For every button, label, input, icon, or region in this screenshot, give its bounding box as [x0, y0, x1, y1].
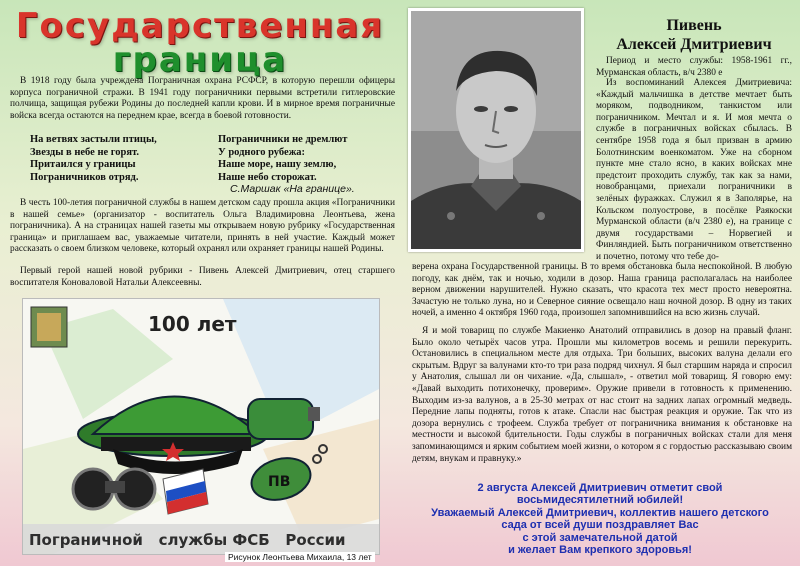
poem-left-column	[30, 134, 200, 184]
event-paragraph: В честь 100-летия пограничной службы в нашем детском саду прошла акция «Пограничники в нашей семье» (организатор - воспитатель Ольга Владимировна Леонтьева, жена пограничника). А на страницах нашей газеты мы открываем новую рубрику «Государственная граница» и приглашаем вас, уважаемые читатели, принять в ней участие. Каждый может рассказать о своем близком человеке, который охранял или охраняет границы нашей Родины.	[10, 198, 395, 255]
greeting-line: 2 августа Алексей Дмитриевич отметит свой	[477, 482, 723, 494]
flask	[248, 399, 313, 439]
hero-surname: Пивень	[666, 17, 722, 34]
title-line-2: граница	[112, 40, 288, 80]
hero-intro-paragraph: Первый герой нашей новой рубрики - Пивень Алексей Дмитриевич, отец старшего воспитателя Коноваловой Натальи Алексеевны.	[10, 266, 395, 288]
intro-paragraph: В 1918 году была учреждена Пограничная охрана РСФСР, в которую перешли офицеры корпуса пограничной стражи. В 1941 году пограничники первыми встретили гитлеровские полчища, защищая рубежи Родины до последней капли крови. И в мирное время пограничные войска всегда остаются на переднем крае, всегда в боевой готовности.	[10, 76, 395, 121]
poem-line: Звезды в небе не горят.	[30, 146, 140, 158]
poem-line: Наше небо сторожат.	[218, 171, 317, 183]
memoir-continuation: верена охрана Государственной границы. В то время обстановка была неспокойной. В любую погоду, как днём, так и ночью, ходили в дозор. Наша граница располагалась на наиболее верном движении нарушителей. Нужно сказать, что красота тех мест просто невероятна. Зачастую не только луна, но и Северное сияние освещало наш ночной дозор. В одну из таких ночей, а именно 4 октября 1960 года, произошел запомнившийся на всю жизнь случай.	[412, 262, 792, 319]
hero-given-names: Алексей Дмитриевич	[616, 36, 772, 53]
poem-line: Пограничники не дремлют	[218, 134, 348, 145]
child-drawing	[22, 298, 380, 555]
drawing-illustration	[23, 299, 379, 554]
drawing-badge-text: 100 лет	[148, 312, 237, 336]
memoir-bear-story: Я и мой товарищ по службе Макиенко Анатолий отправились в дозор на правый фланг. Было около четырёх часов утра. Прошли мы километров восемь и решили перекурить. Остановились в специальном месте для отдыха. Три больших, высоких валуна делали его скрытым. Вдруг за валунами кто-то три раза подряд чихнул. Я был старшим наряда и спросил у Анатолия, слышал ли он чихание. «Да, слышал», - ответил мой товарищ. Я говорю ему: «Давай выходить потихонечку, проверим». Оружие привели в готовность к применению. Выходим из-за валунов, а в 25-30 метрах от нас стоит на задних лапах огромный медведь. Передние лапы подняты, готов к атаке. Спасли нас быстрая реакция и оружие. Так что из дозора вернулись с трофеем. Служба требует от пограничника внимания к обстановке на местности и высокой бдительности. Годы службы в пограничных войсках стали для меня запоминающимся и ярким событием моей жизни, о котором я с гордостью рассказываю своим детям, внукам и правнуку.»	[412, 326, 792, 464]
title-line-1: Государственная	[15, 6, 385, 46]
poem-line: Притаился у границы	[30, 159, 136, 171]
greeting-line: восьмидесятилетний юбилей!	[516, 494, 684, 507]
greeting-line: с этой замечательной датой	[522, 531, 678, 544]
pv-tag-text: ПВ	[268, 474, 291, 490]
greeting-line: и желает Вам крепкого здоровья!	[508, 544, 692, 557]
service-info: Период и место службы: 1958-1961 гг., Мурманская область, в/ч 2380 е	[596, 56, 792, 78]
soldier-portrait-photo	[408, 8, 584, 252]
hero-name	[596, 16, 792, 54]
portrait-image	[411, 11, 581, 249]
poem-line: У родного рубежа:	[218, 146, 306, 158]
birthday-greeting	[400, 482, 800, 556]
greeting-line: сада от всей души поздравляет Вас	[501, 519, 699, 532]
greeting-line: Уважаемый Алексей Дмитриевич, коллектив нашего детского	[431, 506, 769, 519]
poem-line: Наше море, нашу землю,	[218, 159, 337, 171]
poem-author: С.Маршак «На границе».	[230, 183, 355, 195]
drawing-bottom-text: Пограничной службы ФСБ России	[29, 531, 346, 549]
memoir-beginning: Из воспоминаний Алексея Дмитриевича: «Каждый мальчишка в детстве мечтает быть моряком, подводником, танкистом или пограничником. Мечтал и я. И моя мечта о службе в пограничных войсках сбылась. В сентябре 1958 года я был призван в армию Болотнинским военкоматом. Уже на сборном пункте мне стало ясно, в каких войсках мне предстоит проходить службу, так как за нами, новобранцами, приехали пограничники в зелёных фуражках. Служил я в Заполярье, на Кольском полуострове, в посёлке Раякоски Мурманской области (в/ч 2380 е), на границе с двумя государствами – Норвегией и Финляндией. Быть пограничником ответственно и почетно, потому что тебе до-	[596, 78, 792, 262]
poem-line: Пограничников отряд.	[30, 171, 139, 183]
poem-right-column	[218, 134, 393, 184]
poem-line: На ветвях застыли птицы,	[30, 134, 157, 145]
drawing-caption: Рисунок Леонтьева Михаила, 13 лет	[225, 552, 375, 562]
